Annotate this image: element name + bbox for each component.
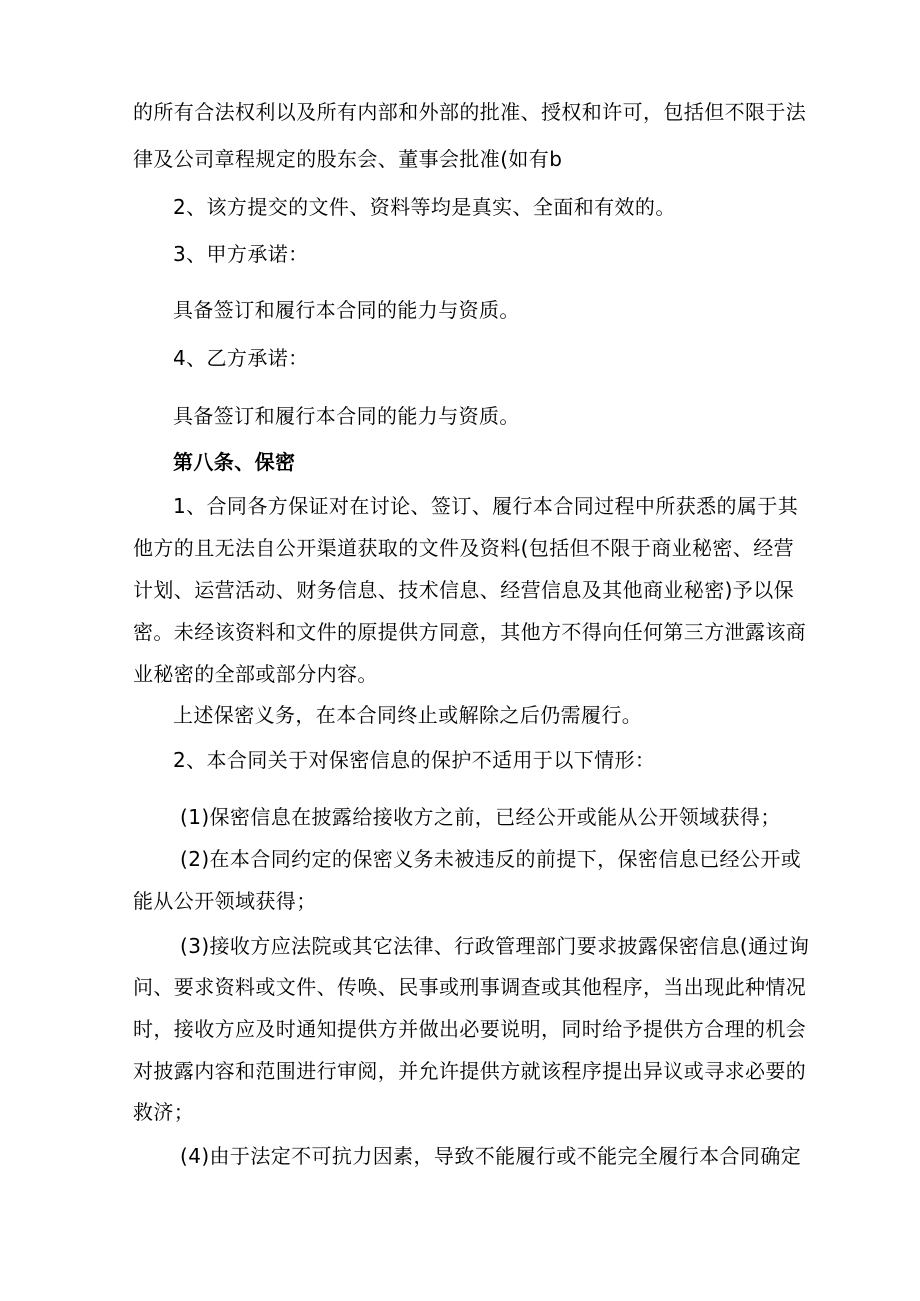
text-line: 业秘密的全部或部分内容。 (133, 662, 378, 686)
text-line: (3)接收方应法院或其它法律、行政管理部门要求披露保密信息(通过询 (180, 934, 810, 958)
text-line: 对披露内容和范围进行审阅，并允许提供方就该程序提出异议或寻求必要的 (133, 1059, 807, 1083)
text-line: 的所有合法权利以及所有内部和外部的批准、授权和许可，包括但不限于法 (133, 100, 807, 124)
text-line: 问、要求资料或文件、传唤、民事或刑事调查或其他程序，当出现此种情况 (133, 975, 807, 999)
text-line: 3、甲方承诺： (173, 242, 309, 266)
text-line: 2、本合同关于对保密信息的保护不适用于以下情形： (173, 748, 656, 772)
text-line: 能从公开领域获得； (133, 889, 317, 913)
text-line: 具备签订和履行本合同的能力与资质。 (173, 404, 520, 428)
text-line: (2)在本合同约定的保密义务未被违反的前提下，保密信息已经公开或 (180, 847, 802, 871)
text-line: 1、合同各方保证对在讨论、签订、履行本合同过程中所获悉的属于其 (173, 494, 799, 518)
text-line: 4、乙方承诺： (173, 346, 309, 370)
text-line: 律及公司章程规定的股东会、董事会批准(如有b (133, 147, 563, 171)
text-line: 他方的且无法自公开渠道获取的文件及资料(包括但不限于商业秘密、经营 (133, 536, 795, 560)
text-line: 2、该方提交的文件、资料等均是真实、全面和有效的。 (173, 195, 676, 219)
text-line: (1)保密信息在披露给接收方之前，已经公开或能从公开领域获得； (180, 805, 781, 829)
text-line: 密。未经该资料和文件的原提供方同意，其他方不得向任何第三方泄露该商 (133, 620, 807, 644)
text-line: 计划、运营活动、财务信息、技术信息、经营信息及其他商业秘密)予以保 (133, 578, 795, 602)
text-line: (4)由于法定不可抗力因素，导致不能履行或不能完全履行本合同确定 (180, 1144, 802, 1168)
text-line: 具备签订和履行本合同的能力与资质。 (173, 298, 520, 322)
text-line: 时，接收方应及时通知提供方并做出必要说明，同时给予提供方合理的机会 (133, 1017, 807, 1041)
text-line: 救济； (133, 1100, 195, 1124)
section-heading: 第八条、保密 (173, 450, 296, 474)
text-line: 上述保密义务，在本合同终止或解除之后仍需履行。 (173, 703, 643, 727)
